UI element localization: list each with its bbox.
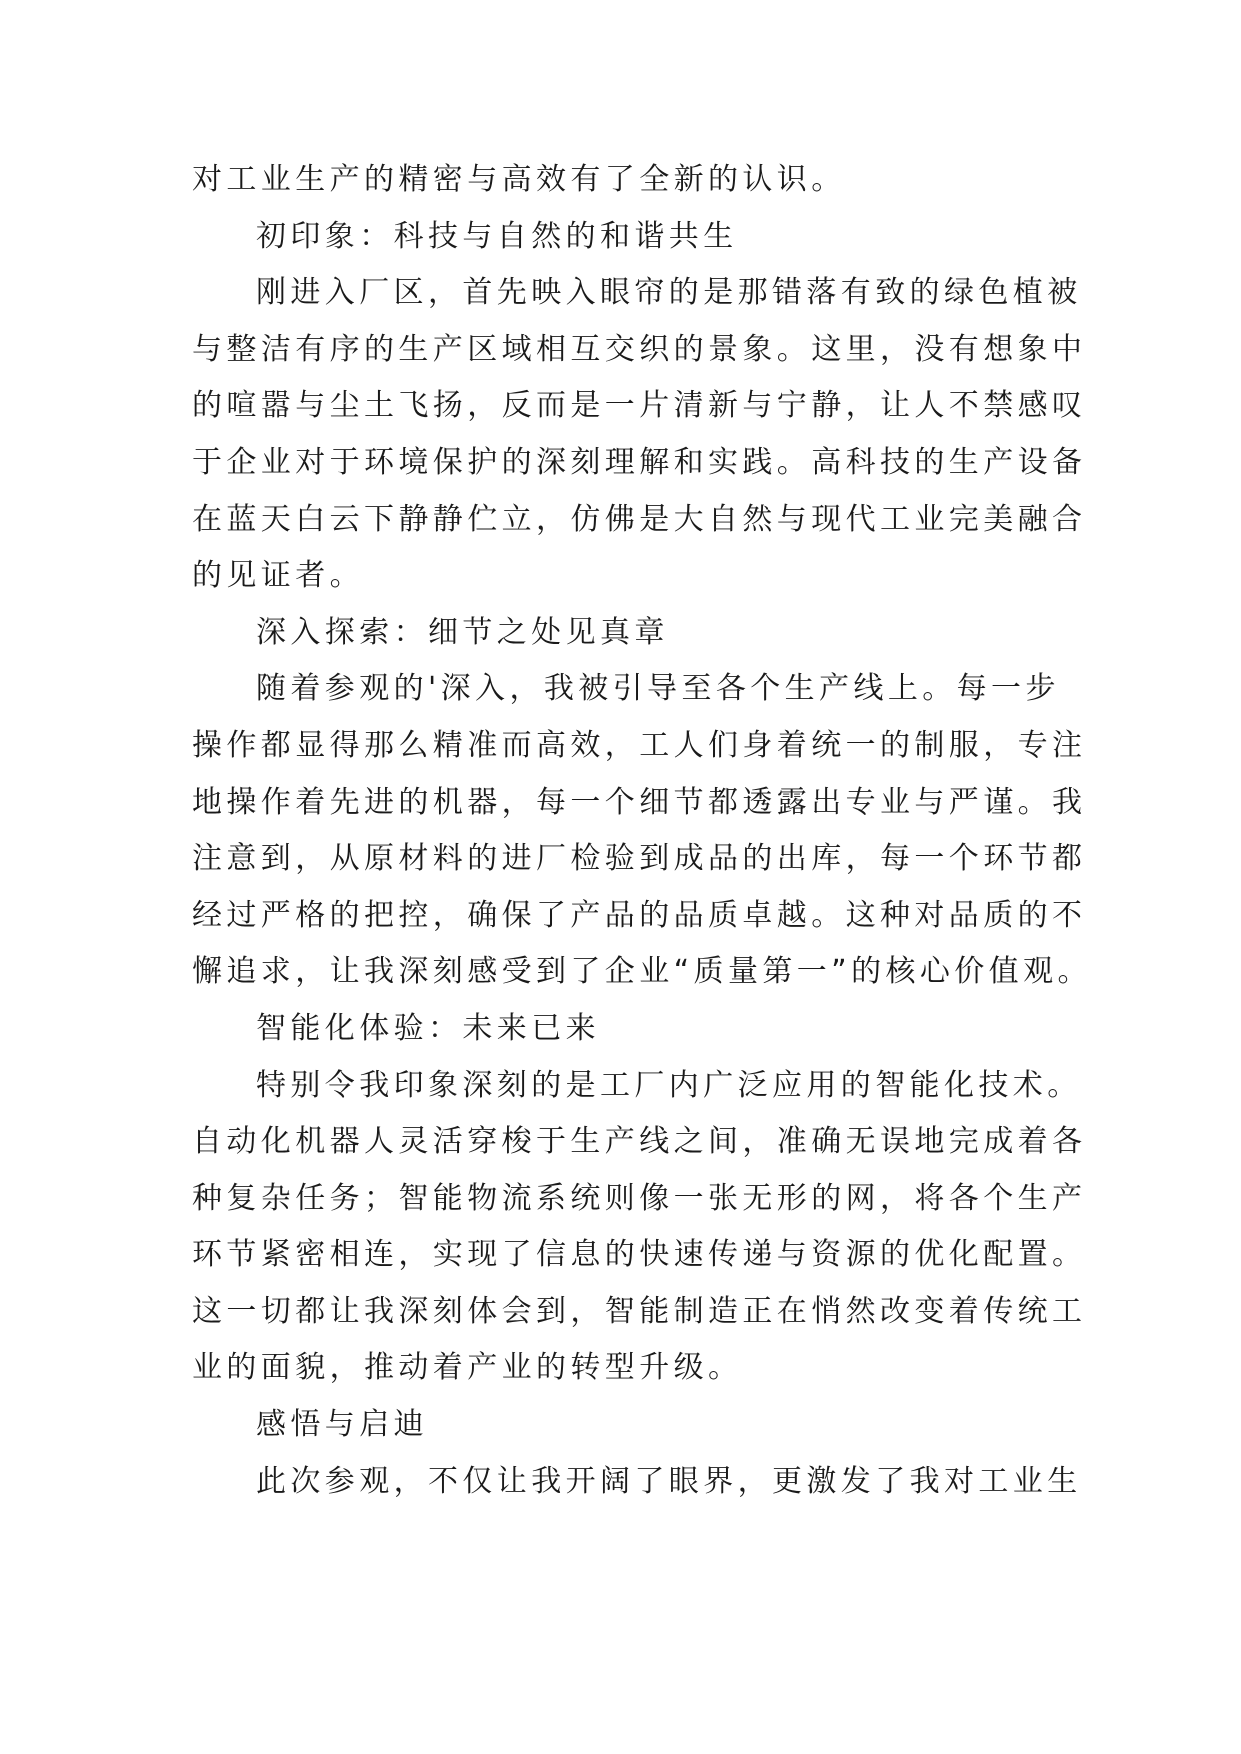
paragraph-line: 的见证者。 (192, 558, 364, 594)
section-heading: 初印象：科技与自然的和谐共生 (256, 218, 738, 254)
paragraph-line: 刚进入厂区，首先映入眼帘的是那错落有致的绿色植被 (256, 275, 1082, 311)
section-heading: 智能化体验：未来已来 (256, 1010, 600, 1046)
paragraph-line: 随着参观的'深入，我被引导至各个生产线上。每一步 (256, 671, 1060, 707)
paragraph-line: 此次参观，不仅让我开阔了眼界，更激发了我对工业生 (256, 1463, 1082, 1499)
paragraph-line: 与整洁有序的生产区域相互交织的景象。这里，没有想象中 (192, 331, 1087, 367)
paragraph-line: 在蓝天白云下静静伫立，仿佛是大自然与现代工业完美融合 (192, 501, 1087, 537)
paragraph-line: 种复杂任务；智能物流系统则像一张无形的网，将各个生产 (192, 1180, 1087, 1216)
paragraph-line: 地操作着先进的机器，每一个细节都透露出专业与严谨。我 (192, 784, 1087, 820)
section-heading: 感悟与启迪 (256, 1407, 428, 1443)
paragraph-line: 懈追求，让我深刻感受到了企业“质量第一”的核心价值观。 (192, 954, 1092, 990)
paragraph-line: 环节紧密相连，实现了信息的快速传递与资源的优化配置。 (192, 1237, 1087, 1273)
document-body (192, 152, 1092, 1510)
paragraph-line: 于企业对于环境保护的深刻理解和实践。高科技的生产设备 (192, 444, 1087, 480)
paragraph-line: 特别令我印象深刻的是工厂内广泛应用的智能化技术。 (256, 1067, 1082, 1103)
paragraph-line: 这一切都让我深刻体会到，智能制造正在悄然改变着传统工 (192, 1293, 1087, 1329)
paragraph-line: 的喧嚣与尘土飞扬，反而是一片清新与宁静，让人不禁感叹 (192, 388, 1087, 424)
paragraph-line: 操作都显得那么精准而高效，工人们身着统一的制服，专注 (192, 727, 1087, 763)
paragraph-line: 业的面貌，推动着产业的转型升级。 (192, 1350, 743, 1386)
section-heading: 深入探索：细节之处见真章 (256, 614, 669, 650)
paragraph-line: 对工业生产的精密与高效有了全新的认识。 (192, 162, 846, 197)
paragraph-line: 注意到，从原材料的进厂检验到成品的出库，每一个环节都 (192, 841, 1087, 877)
paragraph-line: 自动化机器人灵活穿梭于生产线之间，准确无误地完成着各 (192, 1124, 1087, 1160)
paragraph-line: 经过严格的把控，确保了产品的品质卓越。这种对品质的不 (192, 897, 1087, 933)
